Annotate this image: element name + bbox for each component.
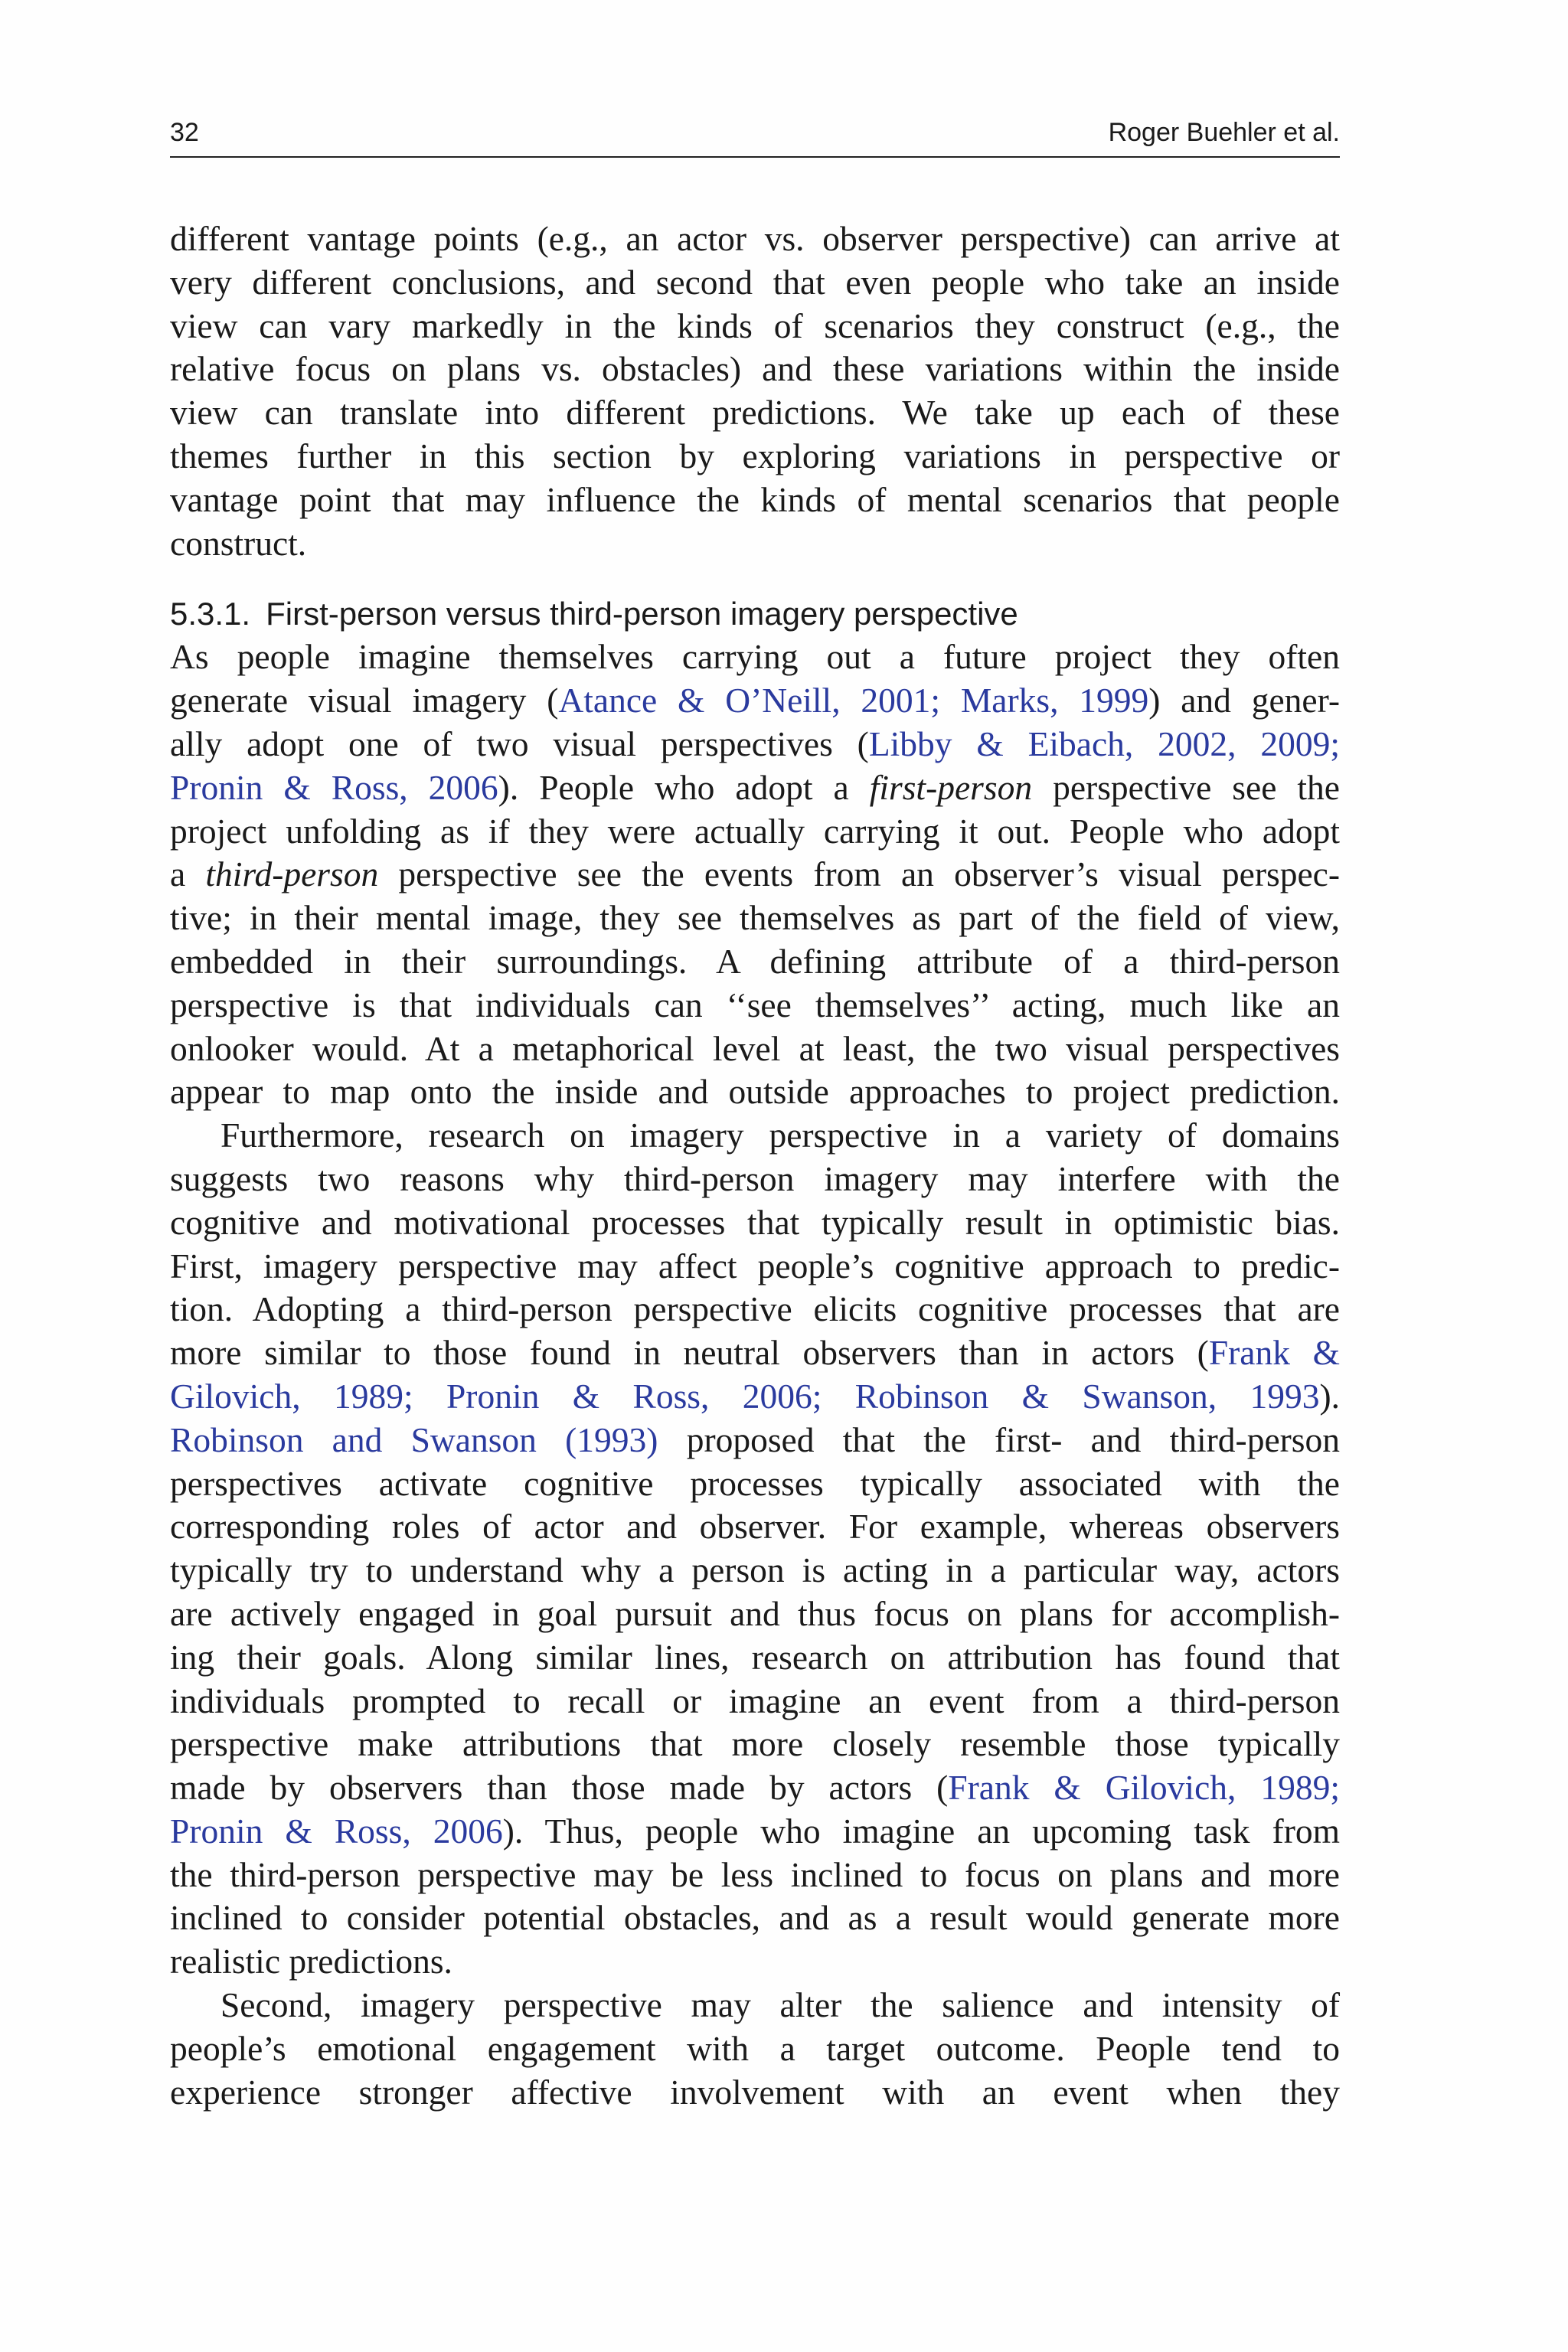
text-line	[170, 984, 1340, 1027]
section-heading	[170, 593, 1340, 635]
text-line	[170, 1723, 1340, 1766]
citation-link[interactable]: Frank &	[1208, 1333, 1340, 1373]
citation-link[interactable]: Gilovich, 1989; Pronin & Ross, 2006; Robinson & Swanson, 1993	[170, 1376, 1320, 1416]
citation-link[interactable]: Robinson and Swanson (1993)	[170, 1419, 658, 1459]
line-text: realistic predictions.	[170, 1942, 452, 1981]
section-title: First-person versus third-person imagery perspective	[266, 596, 1018, 632]
text-line	[170, 897, 1340, 940]
text-line: construct.	[170, 523, 307, 563]
text-line	[170, 1854, 1340, 1897]
line-text: perspective see the events from an observer’s visual perspec-	[378, 854, 1340, 894]
text-line	[170, 1158, 1340, 1201]
line-text: corresponding roles of actor and observer. For example, whereas observers	[170, 1507, 1340, 1547]
text-line: very different conclusions, and second that even people who take an inside	[170, 262, 1340, 302]
line-text: suggests two reasons why third-person imagery may interfere with the	[170, 1158, 1340, 1198]
line-text: proposed that the first- and third-person	[658, 1419, 1341, 1459]
line-text: First, imagery perspective may affect people’s cognitive approach to predic-	[170, 1246, 1340, 1285]
paragraph-3	[170, 1114, 1340, 1984]
paragraph-1	[170, 217, 1340, 565]
text-line	[170, 1288, 1340, 1331]
text-line: vantage point that may influence the kinds of mental scenarios that people	[170, 479, 1340, 519]
line-text: inclined to consider potential obstacles, and as a result would generate more	[170, 1898, 1340, 1938]
text-line	[170, 1896, 1340, 1940]
line-text: a	[170, 854, 206, 894]
text-line	[170, 1375, 1340, 1419]
text-line	[170, 635, 1340, 679]
citation-link[interactable]: Atance & O’Neill, 2001; Marks, 1999	[558, 681, 1149, 720]
text-line	[170, 1680, 1340, 1723]
line-text: appear to map onto the inside and outside approaches to project prediction.	[170, 1072, 1340, 1112]
text-line	[170, 940, 1340, 984]
line-text: ally adopt one of two visual perspectives (	[170, 724, 869, 763]
line-text: onlooker would. At a metaphorical level at least, the two visual perspectives	[170, 1028, 1340, 1068]
line-text: project unfolding as if they were actually carrying it out. People who adopt	[170, 811, 1340, 851]
line-text: generate visual imagery (	[170, 681, 559, 720]
section-number: 5.3.1.	[170, 596, 251, 632]
line-text: As people imagine themselves carrying out a future project they often	[170, 637, 1340, 677]
text-line	[170, 1462, 1340, 1506]
line-text: typically try to understand why a person is acting in a particular way, actors	[170, 1550, 1340, 1590]
text-line	[170, 1331, 1340, 1375]
text-line: relative focus on plans vs. obstacles) and these variations within the inside	[170, 349, 1340, 389]
citation-link[interactable]: Pronin & Ross, 2006	[170, 767, 498, 807]
line-text: perspective see the	[1032, 767, 1340, 807]
paragraph-2	[170, 635, 1340, 1114]
paragraph-4	[170, 1984, 1340, 2114]
page-header	[170, 112, 1340, 158]
running-head: Roger Buehler et al.	[1108, 118, 1340, 147]
italic-term: third-person	[205, 854, 379, 894]
line-text: cognitive and motivational processes that typically result in optimistic bias.	[170, 1202, 1340, 1242]
text-line	[170, 1027, 1340, 1071]
text-line	[170, 1114, 1340, 1158]
line-text: perspective is that individuals can ‘‘see themselves’’ acting, much like an	[170, 985, 1340, 1024]
text-line	[170, 1592, 1340, 1636]
line-text: perspectives activate cognitive processes typically associated with the	[170, 1463, 1340, 1503]
line-text: ). Thus, people who imagine an upcoming task from	[502, 1811, 1340, 1851]
text-line	[170, 853, 1340, 897]
text-line: different vantage points (e.g., an actor vs. observer perspective) can arrive at	[170, 219, 1340, 258]
text-line: view can vary markedly in the kinds of scenarios they construct (e.g., the	[170, 305, 1340, 345]
line-text: tive; in their mental image, they see themselves as part of the field of view,	[170, 898, 1340, 938]
text-line	[170, 1505, 1340, 1549]
text-line	[170, 1766, 1340, 1810]
text-line: people’s emotional engagement with a target outcome. People tend to	[170, 2028, 1340, 2068]
line-text: more similar to those found in neutral observers than in actors (	[170, 1333, 1209, 1373]
italic-term: first-person	[869, 767, 1033, 807]
text-line: themes further in this section by exploring variations in perspective or	[170, 436, 1340, 475]
line-text: Furthermore, research on imagery perspective in a variety of domains	[220, 1116, 1340, 1155]
text-line	[170, 1636, 1340, 1680]
line-text: ) and gener-	[1148, 681, 1340, 720]
text-line	[170, 1940, 1340, 1984]
text-line	[170, 766, 1340, 810]
line-text: ).	[1319, 1376, 1340, 1416]
line-text: perspective make attributions that more closely resemble those typically	[170, 1724, 1340, 1764]
body-text	[170, 217, 1340, 2114]
text-line	[170, 1245, 1340, 1289]
line-text: individuals prompted to recall or imagine an event from a third-person	[170, 1681, 1340, 1720]
line-text: ). People who adopt a	[498, 767, 870, 807]
text-line	[170, 1549, 1340, 1592]
citation-link[interactable]: Pronin & Ross, 2006	[170, 1811, 503, 1851]
text-line	[170, 1070, 1340, 1114]
page-number: 32	[170, 118, 199, 147]
line-text: are actively engaged in goal pursuit and thus focus on plans for accomplish-	[170, 1593, 1340, 1633]
line-text: embedded in their surroundings. A defining attribute of a third-person	[170, 941, 1340, 981]
citation-link[interactable]: Frank & Gilovich, 1989;	[948, 1768, 1340, 1808]
line-text: made by observers than those made by actors (	[170, 1768, 949, 1808]
citation-link[interactable]: Libby & Eibach, 2002, 2009;	[868, 724, 1340, 763]
text-line: view can translate into different predictions. We take up each of these	[170, 393, 1340, 433]
text-line	[170, 810, 1340, 854]
text-line	[170, 723, 1340, 766]
text-line	[170, 1810, 1340, 1854]
text-line	[170, 1419, 1340, 1462]
line-text: tion. Adopting a third-person perspective elicits cognitive processes that are	[170, 1289, 1340, 1329]
line-text: ing their goals. Along similar lines, research on attribution has found that	[170, 1637, 1340, 1677]
text-line	[170, 679, 1340, 723]
text-line: Second, imagery perspective may alter the salience and intensity of	[220, 1985, 1340, 2025]
text-line: experience stronger affective involvement with an event when they	[170, 2072, 1340, 2112]
line-text: the third-person perspective may be less inclined to focus on plans and more	[170, 1854, 1340, 1894]
text-line	[170, 1201, 1340, 1245]
